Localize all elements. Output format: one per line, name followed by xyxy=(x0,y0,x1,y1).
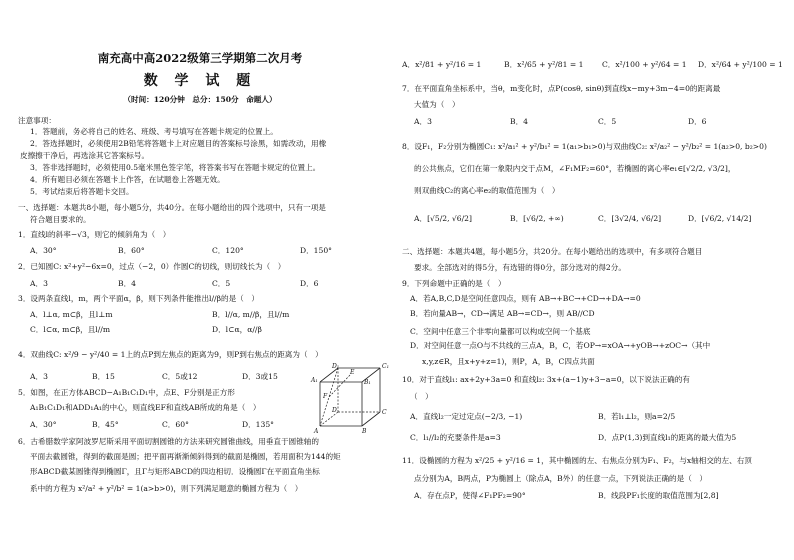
q8-line: 8．设F₁，F₂分别为椭圆C₁: x²/a₁² + y²/b₁² = 1(a₁>b₁>0)与双曲线C₂: x²/a₂² − y²/b₂² = 1(a₂>0, b₂>0) xyxy=(402,142,767,151)
q1-option-b: B．60° xyxy=(118,246,145,255)
note-line: 5．考试结束后将答题卡交回。 xyxy=(30,187,134,196)
q9-option-d-cont: x,y,z∈R，且x+y+z=1)，则P，A，B，C四点共面 xyxy=(422,357,595,366)
q6-option-d: D．x²/64 + y²/100 = 1 xyxy=(698,60,783,69)
q1-option-c: C．120° xyxy=(212,246,244,255)
q1-stem: 1．直线l的斜率−√3，则它的倾斜角为（ ） xyxy=(18,230,171,239)
exam-subtitle: 数 学 试 题 xyxy=(143,73,257,89)
right-column xyxy=(402,0,794,560)
q5-option-a: A．30° xyxy=(30,420,57,429)
q9-option-c: C．空间中任意三个非零向量都可以构成空间一个基底 xyxy=(410,327,591,336)
q11-option-b: B．线段PF₁长度的取值范围为[2,8] xyxy=(598,491,719,500)
q10-option-d: D．点P(1,3)到直线l₁的距离的最大值为5 xyxy=(598,433,737,442)
note-line: 皮擦擦干净后，再选涂其它答案标号。 xyxy=(20,151,150,160)
q4-stem: 4．双曲线C: x²/9 − y²/40 = 1上的点P到左焦点的距离为9，则P到右焦点的距离为（ ） xyxy=(18,350,323,359)
q5-line: A₁B₁C₁D₁和ADD₁A₁的中心，则直线EF和直线AB所成的角是（ ） xyxy=(30,403,261,412)
q7-line: 大值为（ ） xyxy=(414,100,460,109)
q8-option-d: D．[√6/2, √14/2] xyxy=(688,214,752,223)
cube-label: C₁ xyxy=(382,363,389,370)
q6-line: 系中的方程为 x²/a² + y²/b² = 1(a>b>0)，则下列满足题意的椭圆方程为（ ） xyxy=(30,484,303,493)
q6-line: 6．古希腊数学家阿波罗尼斯采用平面切割圆锥的方法来研究圆锥曲线，用垂直于圆锥轴的 xyxy=(18,437,319,446)
cube-label: A xyxy=(314,428,319,435)
q3-option-c: C．l⊂α, m⊂β，且l//m xyxy=(30,325,111,334)
cube-label: F xyxy=(323,393,328,400)
q8-option-b: B．[√6/2, +∞) xyxy=(510,214,564,223)
q6-option-b: B．x²/65 + y²/81 = 1 xyxy=(504,60,584,69)
q7-option-a: A．3 xyxy=(414,117,432,126)
q4-option-d: D．3或15 xyxy=(242,372,278,381)
q1-option-d: D．150° xyxy=(300,246,332,255)
q11-line: 11．设椭圆的方程为 x²/25 + y²/16 = 1，其中椭圆的左、右焦点分别为F₁、F₂，与x轴相交的左、右顶 xyxy=(402,456,752,465)
q9-stem: 9．下列命题中正确的是（ ） xyxy=(402,279,506,288)
q6-line: 平面去截圆锥，得到的截面是圆；把平面再渐渐倾斜得到的截面是椭圆，若用面积为144的矩 xyxy=(30,452,341,461)
q8-line: 则双曲线C₂的离心率e₂的取值范围为（ ） xyxy=(414,186,560,195)
q6-option-a: A．x²/81 + y²/16 = 1 xyxy=(402,60,482,69)
q7-line: 7．在平面直角坐标系中，当θ，m变化时，点P(cosθ, sinθ)到直线x−my+3m−4=0的距离最 xyxy=(402,84,721,93)
q10-option-a: A．直线l₂一定过定点(−2/3, −1) xyxy=(410,412,523,421)
q6-option-c: C．x²/100 + y²/64 = 1 xyxy=(602,60,687,69)
q3-stem: 3．设两条直线l，m，两个平面α，β，则下列条件能推出l//β的是（ ） xyxy=(18,294,259,303)
q2-option-a: A．3 xyxy=(30,279,48,288)
q9-option-d: D．对空间任意一点O与不共线的三点A，B，C，若OP→=xOA→+yOB→+zOC→（其中 xyxy=(410,341,711,350)
q6-line: 形ABCD截某圆锥得到椭圆Γ，且Γ与矩形ABCD的四边相切．设椭圆Γ在平面直角坐标 xyxy=(30,467,320,476)
q2-stem: 2．已知圆C: x²+y²−6x=0，过点（−2，0）作圆C的切线，则切线长为（ ） xyxy=(18,262,286,271)
q10-option-b: B．若l₁⊥l₂，则a=2/5 xyxy=(598,412,676,421)
q10-stem-cont: （ ） xyxy=(410,392,433,401)
q11-line: 点分别为A，B两点，P为椭圆上（除点A，B外）的任意一点，下列说法正确的是（ ） xyxy=(414,474,708,483)
q10-stem: 10．对于直线l₁: ax+2y+3a=0 和直线l₂: 3x+(a−1)y+3−a=0，以下说法正确的有 xyxy=(402,375,690,384)
note-line: 4．所有题目必须在答题卡上作答，在试题卷上答题无效。 xyxy=(30,175,225,184)
q4-option-a: A．3 xyxy=(30,372,48,381)
q2-option-d: D．6 xyxy=(300,279,319,288)
section1-line1: 一、选择题：本题共8小题，每小题5分，共40分。在每小题给出的四个选项中，只有一项是 xyxy=(18,203,326,212)
q3-option-a: A．l⊥α, m⊂β，且l⊥m xyxy=(30,310,113,319)
q5-line: 5．如图，在正方体ABCD−A₁B₁C₁D₁中，点E、F分别是正方形 xyxy=(18,388,235,397)
q7-option-b: B．4 xyxy=(510,117,529,126)
q9-option-b: B．若向量AB→，CD→满足 AB→=CD→，则 AB//CD xyxy=(410,309,595,318)
q4-option-b: B．15 xyxy=(92,372,115,381)
cube-label: E xyxy=(350,369,355,376)
q7-option-c: C．5 xyxy=(598,117,617,126)
cube-label: C xyxy=(382,409,387,416)
section1-line2: 符合题目要求的。 xyxy=(30,215,91,224)
cube-label: D₁ xyxy=(332,363,340,370)
q8-line: 的公共焦点，它们在第一象限内交于点M，∠F₁MF₂=60°，若椭圆的离心率e₁∈[√2/2, √3/2]， xyxy=(414,164,736,173)
section2-line2: 要求。全部选对的得5分，有选错的得0分，部分选对的得2分。 xyxy=(414,263,626,272)
note-line: 2．答选择题时，必须使用2B铅笔将答题卡上对应题目的答案标号涂黑，如需改动，用橡 xyxy=(30,139,327,148)
note-line: 1．答题前，务必将自己的姓名、班级、考号填写在答题卡规定的位置上。 xyxy=(30,127,278,136)
q4-option-c: C．5或12 xyxy=(162,372,198,381)
q3-option-b: B．l//α, m//β，且l//m xyxy=(212,310,290,319)
q8-option-a: A．[√5/2, √6/2] xyxy=(414,214,472,223)
q9-option-a: A．若A,B,C,D是空间任意四点，则有 AB→+BC→+CD→+DA→=0 xyxy=(410,294,641,303)
q5-option-c: C．60° xyxy=(162,420,189,429)
section2-line1: 二、选择题：本题共4题，每小题5分，共20分。在每小题给出的选项中，有多项符合题目 xyxy=(402,247,703,256)
exam-meta: （时间：120分钟 总分：150分 命题人） xyxy=(123,95,277,104)
cube-label: B xyxy=(362,428,367,435)
q8-option-c: C．[3√2/4, √6/2] xyxy=(598,214,662,223)
q2-option-b: B．4 xyxy=(118,279,137,288)
cube-label: A₁ xyxy=(311,377,318,384)
q3-option-d: D．l⊂α，α//β xyxy=(212,325,262,334)
q5-option-d: D．135° xyxy=(242,420,274,429)
exam-title: 南充高中高2022级第三学期第二次月考 xyxy=(97,51,303,65)
cube-figure xyxy=(306,362,392,438)
cube-label: B₁ xyxy=(364,379,371,386)
q7-option-d: D．6 xyxy=(688,117,707,126)
q10-option-c: C．l₁//l₂的充要条件是a=3 xyxy=(410,433,501,442)
q2-option-c: C．5 xyxy=(212,279,231,288)
note-line: 3．答非选择题时，必须使用0.5毫米黑色签字笔，将答案书写在答题卡规定的位置上。 xyxy=(30,163,321,172)
notes-heading: 注意事项： xyxy=(18,116,56,125)
q5-option-b: B．45° xyxy=(92,420,119,429)
q11-option-a: A．存在点P，使得∠F₁PF₂=90° xyxy=(414,491,526,500)
q1-option-a: A．30° xyxy=(30,246,57,255)
cube-label: D xyxy=(332,407,337,414)
